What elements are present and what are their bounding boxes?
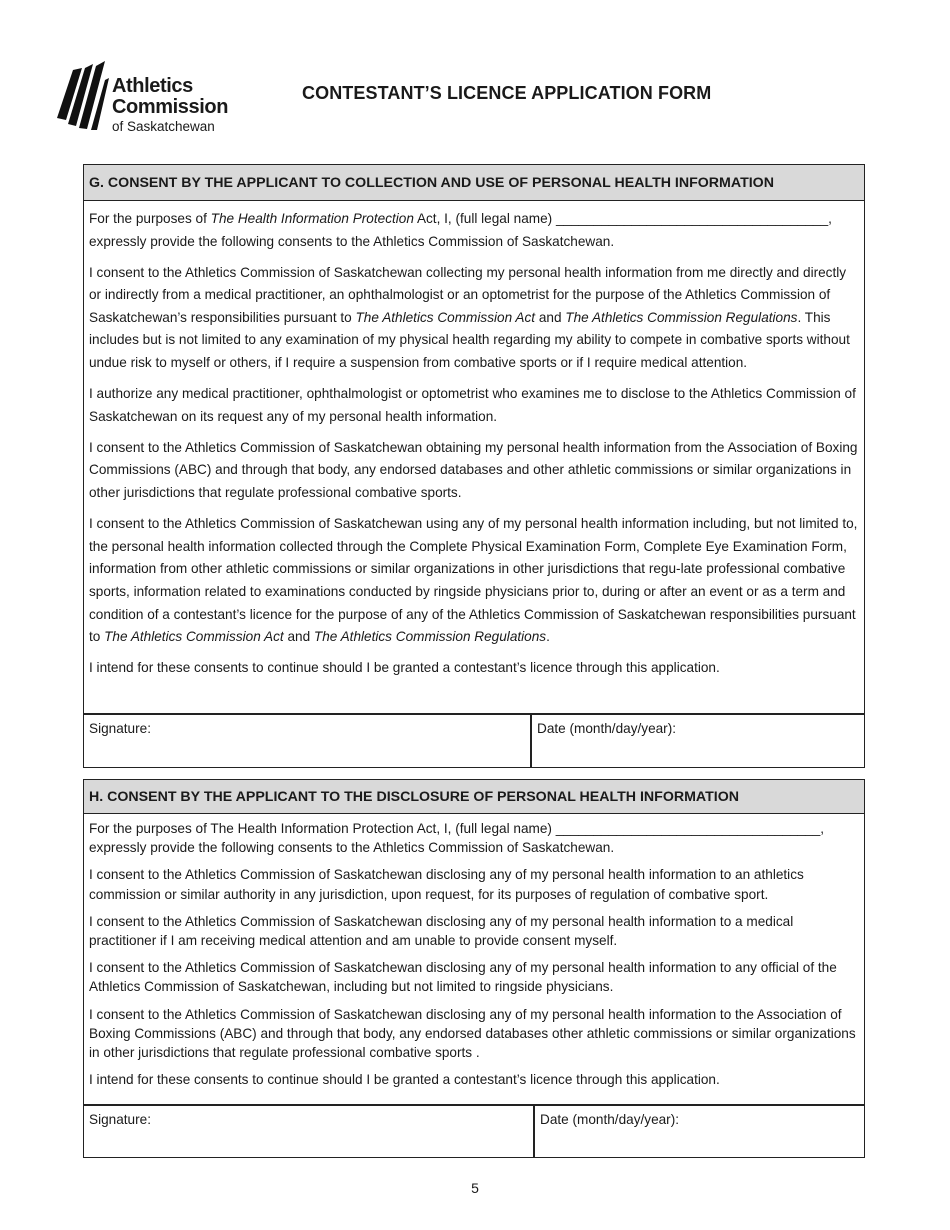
- section-h-paragraph-1: For the purposes of The Health Information Protection Act, I, (full legal name) ___________________________________, expressly provide the following consents to the Athletics Commission of Saskatchewan.: [89, 821, 825, 856]
- section-g-heading: G. CONSENT BY THE APPLICANT TO COLLECTION AND USE OF PERSONAL HEALTH INFORMATION: [84, 165, 864, 201]
- section-h-paragraph-4: I consent to the Athletics Commission of Saskatchewan disclosing any of my personal health information to any official of the Athletics Commission of Saskatchewan, including but not limited to ringside physicians.: [89, 960, 837, 995]
- section-g-paragraph-5: I consent to the Athletics Commission of Saskatchewan using any of my personal health information including, but not limited to, the personal health information collected through the Complete Physical Examination Form, Complete Eye Examination Form, information from other athletic commissions or similar organizations in other jurisdictions that regu-late professional combative sports, information related to examinations conducted by ringside physicians prior to, during or after an event or as a term and condition of a contestant’s licence for the purpose of any of the Athletics Commission of Saskatchewan responsibilities pursuant to The Athletics Commission Act and The Athletics Commission Regulations.: [89, 516, 858, 645]
- section-g-paragraph-4: I consent to the Athletics Commission of Saskatchewan obtaining my personal health information from the Association of Boxing Commissions (ABC) and through that body, any endorsed databases and other athletic commissions or similar organizations in other jurisdictions that regulate professional combative sports.: [89, 439, 858, 501]
- section-h-paragraph-2: I consent to the Athletics Commission of Saskatchewan disclosing any of my personal health information to an athletics commission or similar authority in any jurisdiction, upon request, for its purposes of regulation of combative sport.: [89, 867, 804, 902]
- logo-line-3: of Saskatchewan: [112, 119, 215, 134]
- section-g-paragraph-6: I intend for these consents to continue should I be granted a contestant’s licence through this application.: [89, 660, 720, 676]
- section-g-paragraph-2: I consent to the Athletics Commission of Saskatchewan collecting my personal health information from me directly and directly or indirectly from a medical practitioner, an ophthalmologist or an optometrist for the purpose of the Athletics Commission of Saskatchewan’s responsibilities pursuant to The Athletics Commission Act and The Athletics Commission Regulations. This includes but is not limited to any examination of my physical health regarding my ability to compete in combative sports without undue risk to myself or others, if I require a suspension from combative sports or if I require medical attention.: [89, 264, 850, 371]
- logo-line-2: Commission: [112, 96, 229, 118]
- section-g: [83, 164, 865, 768]
- section-g-body: [84, 201, 864, 680]
- section-g-paragraph-1: For the purposes of The Health Information Protection Act, I, (full legal name) ____________________________________, expressly provide the following consents to the Athletics Commission of Saskatchewan.: [89, 211, 832, 249]
- section-h-paragraph-5: I consent to the Athletics Commission of Saskatchewan disclosing any of my personal health information to the Association of Boxing Commissions (ABC) and through that body, any endorsed databases other athletic commissions or similar organizations in other jurisdictions that regulate professional combative sports .: [89, 1006, 856, 1061]
- section-h-paragraph-6: I intend for these consents to continue should I be granted a contestant’s licence through this application.: [89, 1072, 720, 1088]
- section-g-date-field[interactable]: [532, 715, 864, 767]
- section-g-signature-field[interactable]: [84, 715, 532, 767]
- logo-mark-icon: [55, 58, 111, 132]
- section-h: [83, 779, 865, 1158]
- section-h-paragraph-3: I consent to the Athletics Commission of Saskatchewan disclosing any of my personal health information to a medical practitioner if I am receiving medical attention and am unable to provide consent myself.: [89, 913, 794, 949]
- signature-label: Signature:: [89, 1112, 151, 1127]
- section-h-date-field[interactable]: [535, 1106, 864, 1157]
- section-g-paragraph-3: I authorize any medical practitioner, ophthalmologist or optometrist who examines me to disclose to the Athletics Commission of Saskatchewan on its request any of my personal health information.: [89, 386, 856, 424]
- page-number: 5: [471, 1180, 479, 1196]
- section-h-heading: H. CONSENT BY THE APPLICANT TO THE DISCLOSURE OF PERSONAL HEALTH INFORMATION: [84, 780, 864, 814]
- date-label: Date (month/day/year):: [537, 721, 677, 736]
- section-h-body: [84, 814, 864, 1089]
- organization-logo: [55, 58, 255, 133]
- signature-label: Signature:: [89, 721, 151, 736]
- logo-line-1: Athletics: [112, 75, 193, 97]
- form-title: CONTESTANT’S LICENCE APPLICATION FORM: [302, 83, 712, 103]
- section-g-signature-row: [84, 713, 864, 767]
- section-h-signature-row: [84, 1104, 864, 1157]
- logo-wordmark: [112, 76, 228, 134]
- date-label: Date (month/day/year):: [540, 1112, 680, 1127]
- section-h-signature-field[interactable]: [84, 1106, 535, 1157]
